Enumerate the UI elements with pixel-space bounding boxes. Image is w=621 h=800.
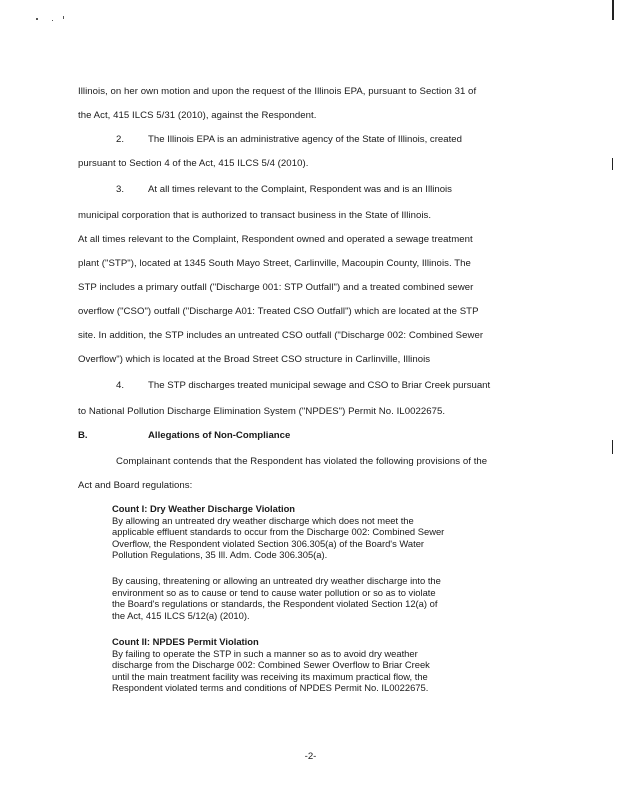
count-1-para-2-line-3: the Board's regulations or standards, the Respondent violated Section 12(a) of	[112, 598, 438, 610]
scan-edge-line	[612, 0, 614, 20]
count-1-para-1-line-1: By allowing an untreated dry weather discharge which does not meet the	[112, 514, 414, 526]
scan-speck	[63, 16, 64, 19]
page-number: -2-	[304, 751, 317, 762]
section-b-title: Allegations of Non-Compliance	[148, 430, 291, 441]
paragraph-number-4: 4.	[116, 380, 125, 391]
paragraph-3-line-3: At all times relevant to the Complaint, Respondent owned and operated a sewage treatment	[78, 234, 473, 245]
paragraph-4-line-1: The STP discharges treated municipal sewage and CSO to Briar Creek pursuant	[148, 380, 491, 391]
paragraph-3-line-6: overflow ("CSO") outfall ("Discharge A01: Treated CSO Outfall") which are located at the STP	[78, 306, 479, 317]
paragraph-3-line-1: At all times relevant to the Complaint, Respondent was and is an Illinois	[148, 184, 452, 195]
count-1-para-1-line-2: applicable effluent standards to occur from the Discharge 002: Combined Sewer	[112, 526, 445, 538]
count-1-title: Count I: Dry Weather Discharge Violation	[112, 503, 296, 514]
count-2-para-1-line-4: Respondent violated terms and conditions of NPDES Permit No. IL0022675.	[112, 682, 429, 694]
paragraph-3-line-7: site. In addition, the STP includes an untreated CSO outfall ("Discharge 002: Combined Sewer	[78, 330, 484, 341]
count-2-block	[112, 636, 430, 694]
count-1-para-1-line-3: Overflow, the Respondent violated Section 306.305(a) of the Board's Water	[112, 537, 425, 549]
paragraph-2-line-1: The Illinois EPA is an administrative agency of the State of Illinois, created	[148, 134, 462, 145]
paragraph-number-2: 2.	[116, 134, 125, 145]
paragraph-3-line-5: STP includes a primary outfall ("Discharge 001: STP Outfall") and a treated combined sewer	[78, 282, 474, 293]
scan-edge-line	[612, 440, 613, 454]
count-2-para-1-line-1: By failing to operate the STP in such a manner so as to avoid dry weather	[112, 647, 418, 659]
count-1-para-2	[112, 575, 441, 621]
count-1-para-2-line-1: By causing, threatening or allowing an untreated dry weather discharge into the	[112, 575, 441, 586]
paragraph-2-line-2: pursuant to Section 4 of the Act, 415 ILCS 5/4 (2010).	[78, 158, 309, 169]
paragraph-3-line-2: municipal corporation that is authorized to transact business in the State of Illinois.	[78, 210, 432, 221]
count-1-para-2-line-2: environment so as to cause or tend to cause water pollution or so as to violate	[112, 586, 436, 598]
section-b-line-2: Act and Board regulations:	[78, 480, 193, 491]
section-b-label: B.	[78, 430, 88, 441]
scan-edge-line	[612, 158, 613, 170]
count-1-block	[112, 503, 444, 561]
paragraph-3-line-8: Overflow") which is located at the Broad Street CSO structure in Carlinville, Illinois	[78, 354, 431, 365]
scan-speck	[52, 20, 53, 21]
count-1-para-1-line-4: Pollution Regulations, 35 Ill. Adm. Code 306.305(a).	[112, 549, 328, 561]
paragraph-4-line-2: to National Pollution Discharge Elimination System ("NPDES") Permit No. IL0022675.	[78, 406, 446, 417]
count-1-para-2-line-4: the Act, 415 ILCS 5/12(a) (2010).	[112, 609, 250, 621]
paragraph-number-3: 3.	[116, 184, 125, 195]
scan-speck	[36, 18, 38, 20]
count-2-para-1-line-2: discharge from the Discharge 002: Combined Sewer Overflow to Briar Creek	[112, 659, 430, 671]
section-b-line-1: Complainant contends that the Respondent has violated the following provisions of the	[116, 456, 488, 467]
count-2-title: Count II: NPDES Permit Violation	[112, 636, 259, 647]
intro-line-2: the Act, 415 ILCS 5/31 (2010), against the Respondent.	[78, 110, 317, 121]
intro-line-1: Illinois, on her own motion and upon the request of the Illinois EPA, pursuant to Section 31 of	[78, 86, 477, 97]
count-2-para-1-line-3: until the main treatment facility was receiving its maximum practical flow, the	[112, 670, 428, 682]
paragraph-3-line-4: plant ("STP"), located at 1345 South Mayo Street, Carlinville, Macoupin County, Illinois. The	[78, 258, 471, 269]
